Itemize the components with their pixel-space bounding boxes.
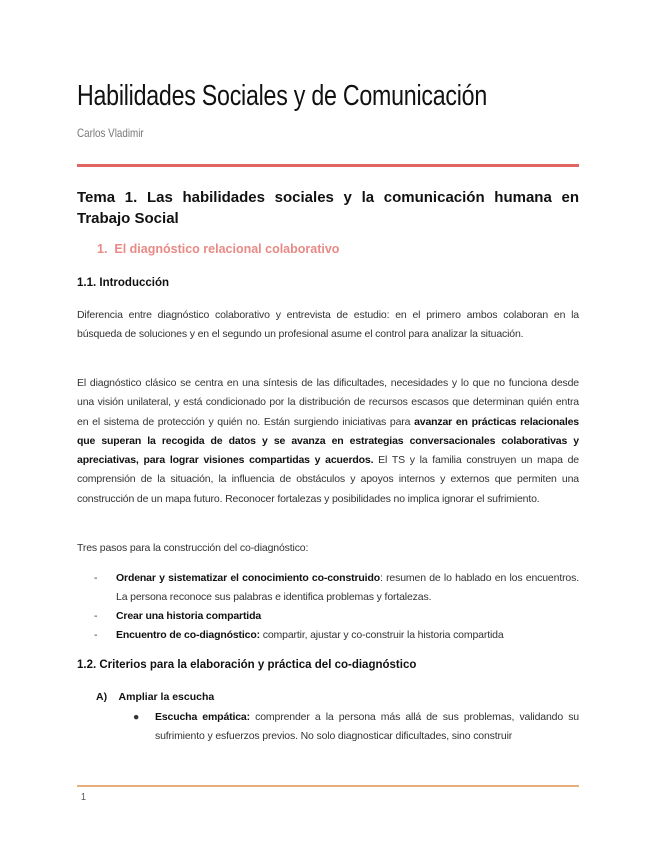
list-item-bold: Encuentro de co-diagnóstico: (116, 629, 260, 641)
dash-marker: - (94, 610, 98, 622)
section-label: El diagnóstico relacional colaborativo (114, 242, 340, 256)
bullet-item (133, 708, 579, 747)
bullet-bold: Escucha empática: (155, 711, 250, 723)
sublist-title: Ampliar la escucha (118, 691, 215, 703)
sublist-heading (96, 691, 214, 703)
list-item-bold: Crear una historia compartida (116, 610, 262, 622)
document-title: Habilidades Sociales y de Comunicación (77, 80, 487, 112)
list-item (94, 626, 579, 645)
paragraph-bold-text: avanzar en prácticas relacionales que superan la recogida de datos y se avanza en estrategias conversacionales colaborativas y apreciativas, para lograr visiones compartidas y acuerdos. (77, 415, 579, 467)
page-number: 1 (81, 791, 86, 803)
dash-marker: - (94, 629, 98, 641)
section-heading (97, 242, 339, 256)
list-item (94, 569, 579, 608)
list-item (94, 607, 579, 626)
bullet-icon: ● (133, 711, 140, 723)
footer-divider (77, 785, 579, 787)
document-author: Carlos Vladimir (77, 126, 144, 140)
tema-heading: Tema 1. Las habilidades sociales y la comunicación humana en Trabajo Social (77, 189, 579, 227)
paragraph-text: El TS y la familia construyen un mapa de comprensión de la situación, la influencia de obstáculos y apoyos internos y externos que permiten una construcción de un mapa futuro. Reconocer fortalezas y posibilidades no implica ignorar el sufrimiento. (77, 454, 579, 505)
subsection-heading-criterios: 1.2. Criterios para la elaboración y práctica del co-diagnóstico (77, 659, 417, 671)
section-number: 1. (97, 242, 108, 256)
sublist-label: A) (96, 691, 108, 703)
list-item-bold: Ordenar y sistematizar el conocimiento co-construido (116, 572, 380, 584)
paragraph-diferencia: Diferencia entre diagnóstico colaborativo y entrevista de estudio: en el primero ambos colaboran en la búsqueda de soluciones y en el segundo un profesional asume el control para analizar la situación. (77, 309, 579, 341)
title-divider (77, 164, 579, 167)
list-item-text: compartir, ajustar y co-construir la historia compartida (259, 629, 504, 641)
dash-marker: - (94, 572, 98, 584)
paragraph-diagnostico-clasico (77, 374, 579, 509)
bullet-text: comprender a la persona más allá de sus problemas, validando su sufrimiento y esfuerzos previos. No solo diagnosticar dificultades, sino construir (155, 711, 579, 743)
list-item-text: : resumen de lo hablado en los encuentros. La persona reconoce sus palabras e identifica problemas y fortalezas. (116, 572, 579, 604)
subsection-heading-introduccion: 1.1. Introducción (77, 277, 170, 289)
paragraph-pasos-intro: Tres pasos para la construcción del co-diagnóstico: (77, 542, 309, 554)
paragraph-text: El diagnóstico clásico se centra en una síntesis de las dificultades, necesidades y lo que no funciona desde una visión unilateral, y está condicionado por la distribución de recursos escasos que determinan quién entra en el sistema de protección y quién no. Están surgiendo iniciativas para (77, 377, 579, 428)
